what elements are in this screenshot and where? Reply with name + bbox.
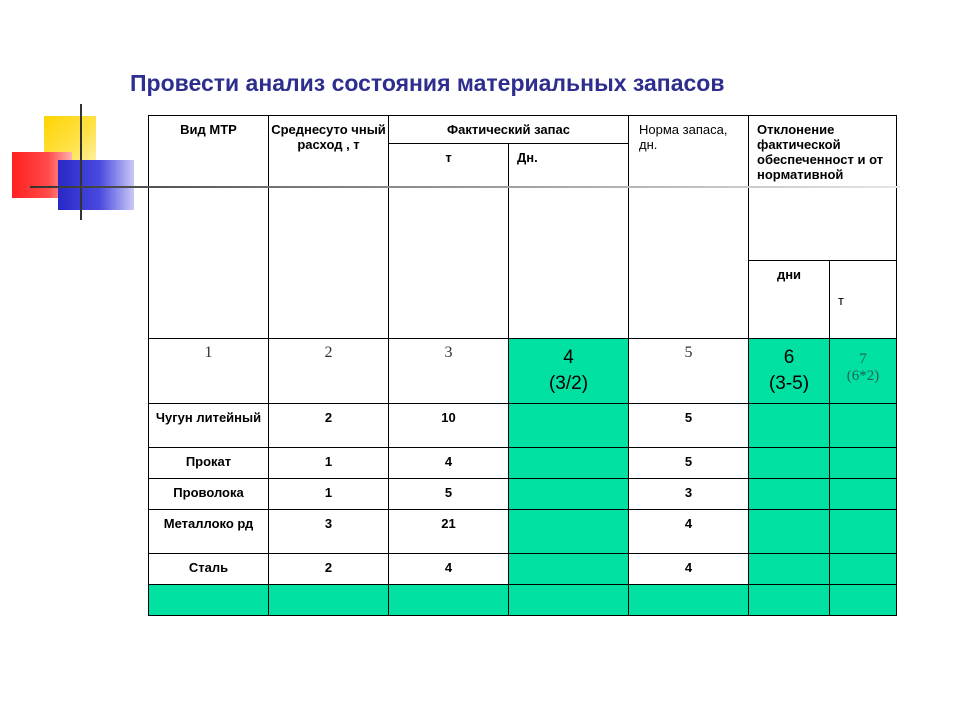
row-stock-t: 5 xyxy=(389,479,509,510)
row-deviation-t xyxy=(830,479,897,510)
total-cell-5 xyxy=(629,585,749,616)
row-daily-rate: 2 xyxy=(269,554,389,585)
table-row xyxy=(149,510,897,554)
col-number-7-formula: (6*2) xyxy=(846,368,880,384)
row-norm-days: 4 xyxy=(629,554,749,585)
row-norm-days: 3 xyxy=(629,479,749,510)
total-cell-3 xyxy=(389,585,509,616)
row-material-name: Сталь xyxy=(149,554,269,585)
row-deviation-t xyxy=(830,448,897,479)
header-daily-rate: Среднесуто чный расход , т xyxy=(269,116,389,339)
header-deviation-t: т xyxy=(830,261,897,339)
row-stock-days xyxy=(509,448,629,479)
row-stock-days xyxy=(509,554,629,585)
row-deviation-days xyxy=(749,554,830,585)
total-cell-7 xyxy=(830,585,897,616)
col-number-7-num: 7 xyxy=(859,351,867,367)
header-actual-stock: Фактический запас xyxy=(389,116,629,144)
row-stock-t: 21 xyxy=(389,510,509,554)
row-deviation-days xyxy=(749,404,830,448)
row-deviation-t xyxy=(830,510,897,554)
col-number-6-formula: (3-5) xyxy=(768,373,810,394)
header-deviation-days: дни xyxy=(749,261,830,339)
decor-horizontal-line xyxy=(30,186,900,188)
total-cell-2 xyxy=(269,585,389,616)
col-number-2: 2 xyxy=(269,339,389,404)
table-row xyxy=(149,404,897,448)
row-daily-rate: 1 xyxy=(269,448,389,479)
row-stock-t: 10 xyxy=(389,404,509,448)
col-number-7 xyxy=(830,339,897,404)
header-stock-days: Дн. xyxy=(509,144,629,339)
col-number-3: 3 xyxy=(389,339,509,404)
table-row xyxy=(149,479,897,510)
row-deviation-t xyxy=(830,554,897,585)
col-number-6-num: 6 xyxy=(783,347,795,368)
col-number-5: 5 xyxy=(629,339,749,404)
slide-title: Провести анализ состояния материальных запасов xyxy=(130,70,725,96)
table-row-totals xyxy=(149,585,897,616)
table-row xyxy=(149,448,897,479)
row-deviation-days xyxy=(749,479,830,510)
col-number-6 xyxy=(749,339,830,404)
row-deviation-days xyxy=(749,510,830,554)
row-norm-days: 4 xyxy=(629,510,749,554)
header-norm-days: Норма запаса, дн. xyxy=(629,116,749,339)
total-cell-6 xyxy=(749,585,830,616)
row-deviation-t xyxy=(830,404,897,448)
table-row xyxy=(149,554,897,585)
row-stock-days xyxy=(509,510,629,554)
row-daily-rate: 3 xyxy=(269,510,389,554)
total-cell-1 xyxy=(149,585,269,616)
col-number-4-formula: (3/2) xyxy=(548,373,589,394)
row-material-name: Чугун литейный xyxy=(149,404,269,448)
header-mtr-type: Вид МТР xyxy=(149,116,269,339)
decor-blue-square xyxy=(58,160,134,210)
row-material-name: Проволока xyxy=(149,479,269,510)
col-number-4 xyxy=(509,339,629,404)
row-norm-days: 5 xyxy=(629,448,749,479)
row-stock-days xyxy=(509,404,629,448)
row-material-name: Прокат xyxy=(149,448,269,479)
col-number-4-num: 4 xyxy=(563,347,574,368)
row-material-name: Металлоко рд xyxy=(149,510,269,554)
row-stock-t: 4 xyxy=(389,448,509,479)
header-stock-t: т xyxy=(389,144,509,339)
row-norm-days: 5 xyxy=(629,404,749,448)
inventory-table xyxy=(148,115,897,616)
row-stock-t: 4 xyxy=(389,554,509,585)
header-deviation: Отклонение фактической обеспеченност и от нормативной xyxy=(749,116,897,261)
row-deviation-days xyxy=(749,448,830,479)
total-cell-4 xyxy=(509,585,629,616)
row-daily-rate: 1 xyxy=(269,479,389,510)
col-number-1: 1 xyxy=(149,339,269,404)
decor-vertical-line xyxy=(80,104,82,220)
row-stock-days xyxy=(509,479,629,510)
row-daily-rate: 2 xyxy=(269,404,389,448)
